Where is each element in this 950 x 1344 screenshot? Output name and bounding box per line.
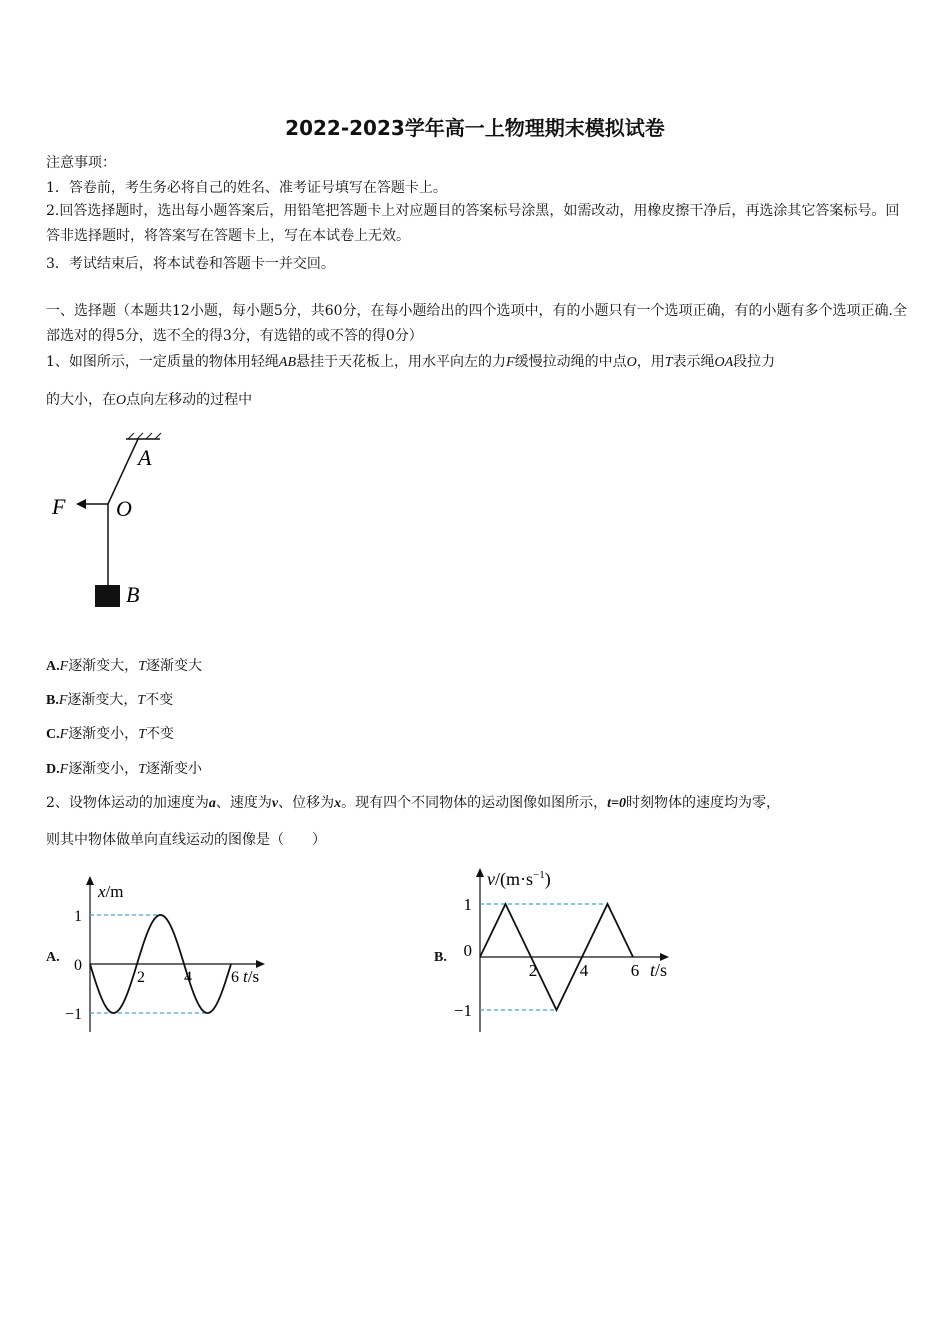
graph-b-x-tick-label: 2 — [528, 961, 538, 980]
graph-b-y-tick-label: 1 — [463, 895, 472, 914]
question-1-stem-line-2: 的大小，在O点向左移动的过程中 — [46, 392, 253, 408]
option-1b[interactable]: B.F逐渐变大，T不变 — [46, 692, 174, 708]
graph-a-option-label[interactable]: A. — [46, 950, 60, 965]
graph-a-y-tick-label: −1 — [64, 1006, 82, 1023]
question-2-stem: 2、设物体运动的加速度为a、速度为v、位移为x。现有四个不同物体的运动图像如图所示，t=0时刻物体的速度均为零， — [46, 795, 781, 811]
question-1-figure — [40, 425, 180, 615]
graph-b-x-tick-label: 6 — [630, 961, 640, 980]
option-1c[interactable]: C.F逐渐变小，T不变 — [46, 726, 174, 742]
graph-a — [60, 870, 280, 1040]
graph-a-y-arrow — [86, 876, 94, 885]
hanging-block — [95, 585, 120, 607]
notice-item-1: 1．答卷前，考生务必将自己的姓名、准考证号填写在答题卡上。 — [46, 180, 447, 196]
page-title: 2022-2023学年高一上物理期末模拟试卷 — [285, 116, 665, 140]
notice-item-2: 2.回答选择题时，选出每小题答案后，用铅笔把答题卡上对应题目的答案标号涂黑，如需改动，用橡皮擦干净后，再选涂其它答案标号。回答非选择题时，将答案写在答题卡上，写在本试卷上无效。 — [46, 203, 900, 244]
option-1d[interactable]: D.F逐渐变小，T逐渐变小 — [46, 761, 202, 777]
graph-b-x-tick-label: 4 — [579, 961, 589, 980]
option-1a[interactable]: A.F逐渐变大，T逐渐变大 — [46, 658, 202, 674]
question-1-stem: 1、如图所示，一定质量的物体用轻绳AB悬挂于天花板上，用水平向左的力F缓慢拉动绳的中点O，用T表示绳OA段拉力 — [46, 354, 776, 370]
question-2-stem-line-2: 则其中物体做单向直线运动的图像是（ ） — [46, 832, 326, 848]
section-heading: 一、选择题（本题共12小题，每小题5分，共60分，在每小题给出的四个选项中，有的小题只有一个选项正确，有的小题有多个选项正确.全部选对的得5分，选不全的得3分，有选错的或不答的得0分） — [46, 303, 907, 344]
label-b: B — [126, 582, 140, 607]
graph-b-y-arrow — [476, 868, 484, 877]
force-arrowhead — [76, 499, 86, 509]
label-o: O — [116, 496, 132, 521]
notice-heading: 注意事项： — [46, 155, 116, 171]
notice-item-3: 3．考试结束后，将本试卷和答题卡一并交回。 — [46, 256, 335, 272]
graph-b — [450, 862, 680, 1040]
graph-a-y-tick-label: 1 — [74, 908, 82, 925]
ceiling-hatch — [128, 433, 161, 439]
rope-oa — [108, 439, 138, 504]
graph-b-y-axis-label: $v/(m\cdot s^{-1})$ — [487, 869, 551, 889]
graph-b-option-label[interactable]: B. — [434, 950, 447, 965]
graph-b-x-axis-label: t/s — [650, 960, 668, 980]
graph-b-y-tick-label: −1 — [453, 1001, 472, 1020]
graph-a-x-tick-label: 6 — [231, 969, 239, 986]
graph-b-y-tick-label: 0 — [463, 941, 472, 960]
graph-a-y-tick-label: 0 — [74, 957, 82, 974]
graph-a-x-tick-label: 2 — [137, 969, 145, 986]
label-a: A — [138, 445, 152, 470]
label-f: F — [52, 494, 66, 519]
graph-a-x-axis-label: t/s — [243, 967, 260, 986]
graph-a-y-axis-label: x/m — [98, 882, 124, 901]
graph-a-x-tick-label: 4 — [184, 969, 192, 986]
